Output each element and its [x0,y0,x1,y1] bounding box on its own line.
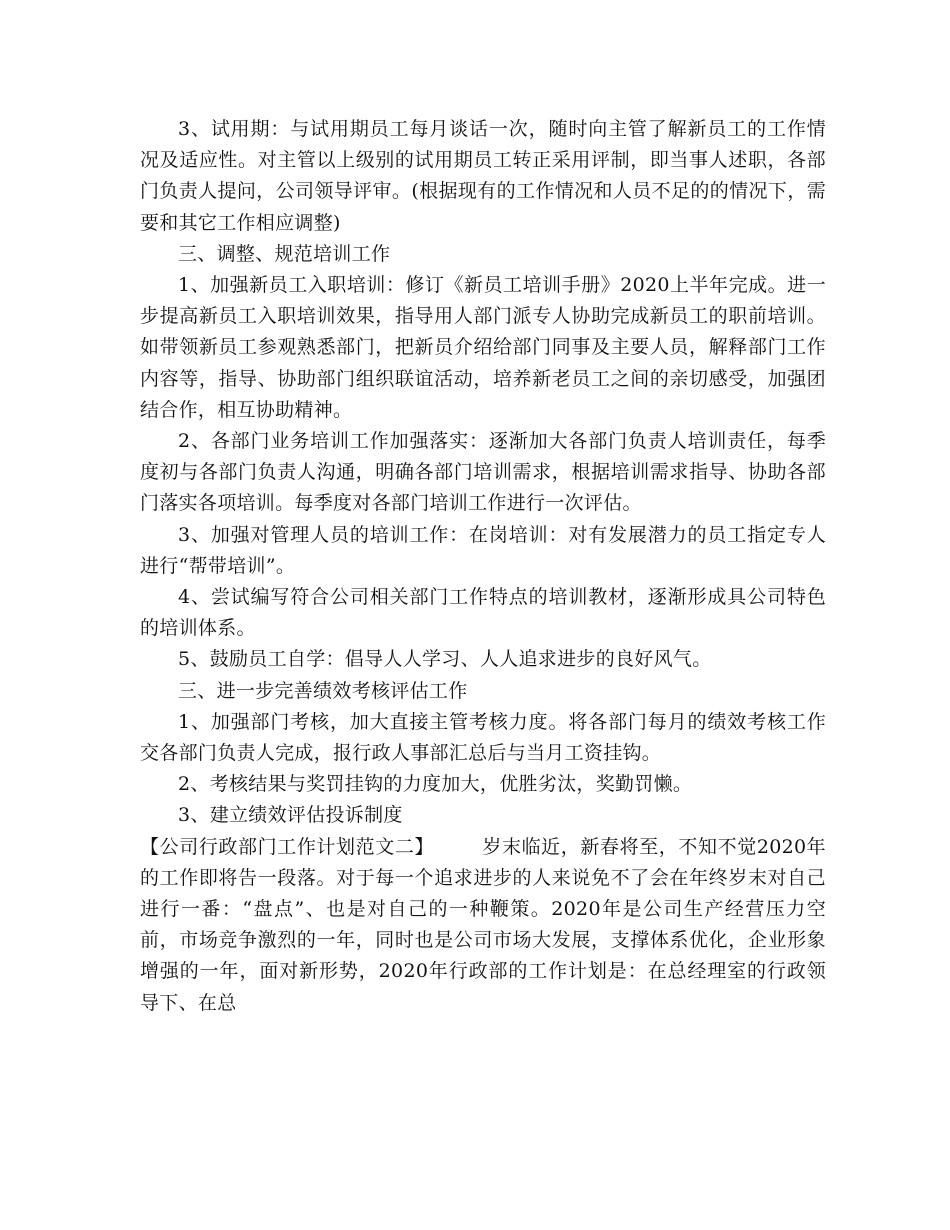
sample-two-text: 岁末临近，新春将至，不知不觉2020年的工作即将告一段落。对于每一个追求进步的人来说免不了会在年终岁末对自己进行一番：“盘点”、也是对自己的一种鞭策。2020年是公司生产经营压力空前，市场竞争激烈的一年，同时也是公司市场大发展，支撑体系优化，企业形象增强的一年，面对新形势，2020年行政部的工作计划是：在总经理室的行政领导下、在总 [140,835,826,1014]
paragraph-sample-two [140,832,826,1019]
sample-two-title: 【公司行政部门工作计划范文二】 [140,835,435,858]
paragraph-new-employee-training: 1、加强新员工入职培训：修订《新员工培训手册》2020上半年完成。进一步提高新员工入职培训效果，指导用人部门派专人协助完成新员工的职前培训。如带领新员工参观熟悉部门，把新员介绍给部门同事及主要人员，解释部门工作内容等，指导、协助部门组织联谊活动，培养新老员工之间的亲切感受，加强团结合作，相互协助精神。 [140,274,826,421]
paragraph-department-assessment: 1、加强部门考核，加大直接主管考核力度。将各部门每月的绩效考核工作交各部门负责人完成，报行政人事部汇总后与当月工资挂钩。 [140,710,826,765]
paragraph-department-training: 2、各部门业务培训工作加强落实：逐渐加大各部门负责人培训责任，每季度初与各部门负责人沟通，明确各部门培训需求，根据培训需求指导、协助各部门落实各项培训。每季度对各部门培训工作进行一次评估。 [140,430,826,515]
paragraph-management-training: 3、加强对管理人员的培训工作：在岗培训：对有发展潜力的员工指定专人进行“帮带培训”。 [140,523,826,577]
paragraph-training-materials: 4、尝试编写符合公司相关部门工作特点的培训教材，逐渐形成具公司特色的培训体系。 [140,586,826,640]
paragraph-self-study: 5、鼓励员工自学：倡导人人学习、人人追求进步的良好风气。 [178,648,712,671]
paragraph-probation: 3、试用期：与试用期员工每月谈话一次，随时向主管了解新员工的工作情况及适应性。对主管以上级别的试用期员工转正采用评制，即当事人述职，各部门负责人提问，公司领导评审。(根据现有的工作情况和人员不足的的情况下，需要和其它工作相应调整) [140,118,826,234]
paragraph-complaint-system: 3、建立绩效评估投诉制度 [178,804,403,827]
section-heading-performance: 三、进一步完善绩效考核评估工作 [178,679,468,702]
paragraph-reward-penalty: 2、考核结果与奖罚挂钩的力度加大，优胜劣汰，奖勤罚懒。 [178,773,693,796]
section-heading-training: 三、调整、规范培训工作 [178,242,391,265]
